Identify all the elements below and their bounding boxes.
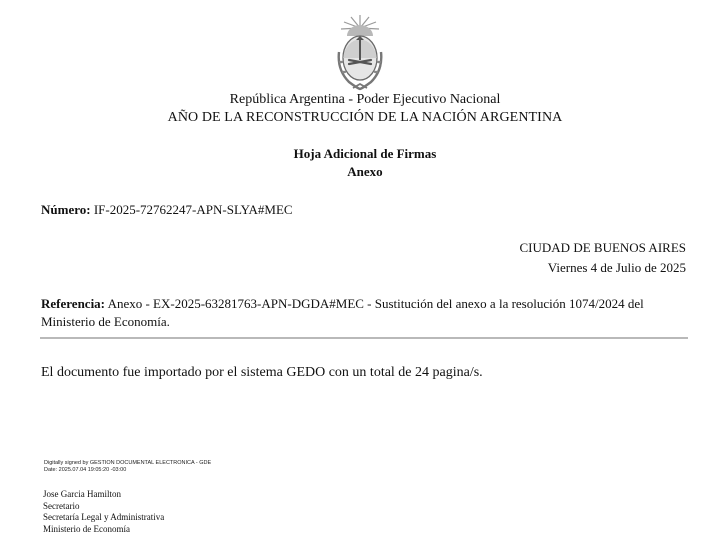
header-line-1: República Argentina - Poder Ejecutivo Nacional	[229, 92, 501, 107]
digital-signature-date: Date: 2025.07.04 19:05:20 -03:00	[44, 466, 127, 473]
document-date: Viernes 4 de Julio de 2025	[547, 260, 686, 275]
signer-ministry: Ministerio de Economía	[43, 523, 130, 534]
header-line-2: AÑO DE LA RECONSTRUCCIÓN DE LA NACIÓN ARGENTINA	[167, 110, 563, 125]
location: CIUDAD DE BUENOS AIRES	[519, 240, 686, 255]
document-number-value: IF-2025-72762247-APN-SLYA#MEC	[93, 202, 293, 217]
document-number-label: Número:	[41, 202, 91, 217]
document-subtitle: Anexo	[347, 164, 383, 179]
document-number	[41, 202, 293, 218]
reference	[41, 295, 691, 331]
signer-block	[43, 489, 164, 535]
reference-label: Referencia:	[41, 296, 106, 311]
signer-office: Secretaría Legal y Administrativa	[43, 512, 165, 522]
divider	[40, 337, 688, 339]
signer-name: Jose Garcia Hamilton	[43, 489, 121, 499]
argentina-coat-of-arms-icon	[335, 14, 385, 92]
signer-role: Secretario	[43, 500, 80, 511]
document-title: Hoja Adicional de Firmas	[293, 146, 437, 161]
digital-signature-line: Digitally signed by GESTION DOCUMENTAL ELECTRONICA - GDE	[44, 460, 212, 466]
reference-value: Anexo - EX-2025-63281763-APN-DGDA#MEC - Sustitución del anexo a la resolución 1074/2024 del Ministerio de Economía.	[41, 296, 644, 329]
digital-signature-block	[44, 460, 211, 473]
body-text: El documento fue importado por el sistema GEDO con un total de 24 pagina/s.	[41, 365, 483, 380]
